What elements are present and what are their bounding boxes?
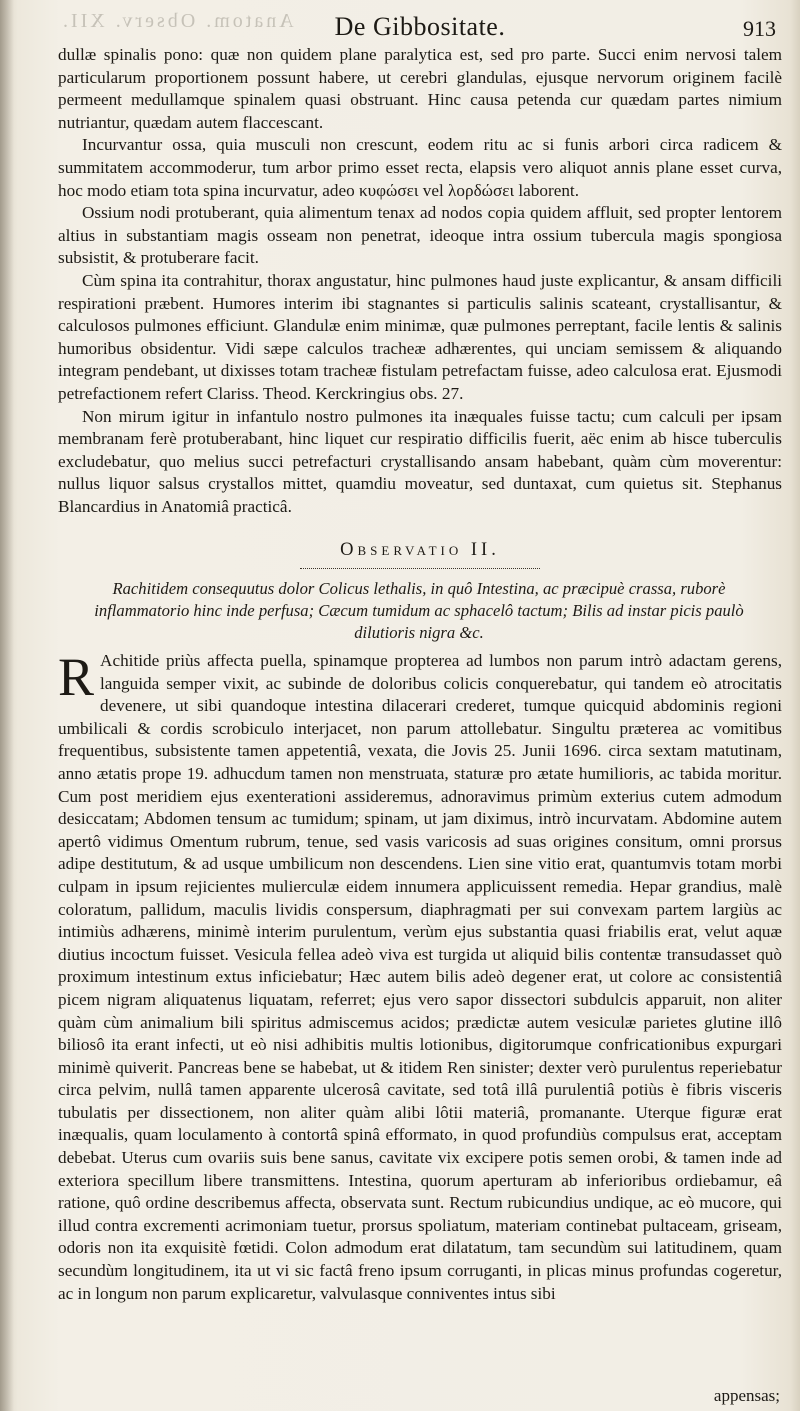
- observation-heading: Observatio II.: [340, 540, 500, 560]
- top-text-block: [58, 44, 782, 518]
- drop-cap: R: [58, 647, 95, 707]
- observation-summary: Rachitidem consequutus dolor Colicus lethalis, in quô Intestina, ac præcipuè crassa, ruborè inflammatorio hinc inde perfusa; Cæcum tumidum ac sphacelô tactum; Bilis ad instar picis paulò dilutioris nigra &c.: [94, 579, 744, 642]
- paragraph: Non mirum igitur in infantulo nostro pulmones ita inæquales fuisse tactu; cum calculi per ipsam membranam ferè protuberabant, hinc liquet cur respiratio difficilis fuerit, aëc enim ab hisce tuberculis excludebatur, quo melius succi petrefacturi crystallisando ansam habebant, quàm cùm moverentur: nullus liquor salsus crystallos mittet, quamdiu moveatur, sed duntaxat, cum quietus sit. Stephanus Blancardius in Anatomiâ practicâ.: [58, 406, 782, 516]
- bleed-through-text: Anatom. Observ. XII.: [60, 10, 294, 32]
- paragraph: dullæ spinalis pono: quæ non quidem plane paralytica est, sed pro parte. Succi enim nervosi talem particularum proportionem possunt habere, ut cerebri glandulas, ejusque nervorum originem facilè permeent medullamque spinalem quasi obstruant. Hinc causa petenda cur quædam partes nimium nutriantur, quædam autem flaccescant.: [58, 45, 782, 132]
- paragraph: Ossium nodi protuberant, quia alimentum tenax ad nodos copia quidem affluit, sed propter lentorem altius in substantiam magis osseam non penetrat, ideoque intra ossium tubercula magis spongiosa subsistit, & protuberare facit.: [58, 203, 782, 268]
- paragraph: Incurvantur ossa, quia musculi non crescunt, eodem ritu ac si funis arbori circa radicem & summitatem accommoderur, tum arbor primo esset recta, elapsis vero aliquot annis plane esset curva, hoc modo etiam tota spina incurvatur, adeo κυφώσει vel λορδώσει laborent.: [58, 135, 782, 200]
- paragraph: Cùm spina ita contrahitur, thorax angustatur, hinc pulmones haud juste explicantur, & ansam difficili respirationi præbent. Humores interim ibi stagnantes si particulis salinis scateant, crystallisantur, & calculosos pulmones efficiunt. Glandulæ enim minimæ, quæ pulmones perreptant, facile lentis & salinis humoribus obsidentur. Vidi sæpe calculos tracheæ adhærentes, qui unciam semissem & aliquando integram pendebant, ut dixisses totam tracheæ fistulam petrefactam fuisse, adeo calculosa erat. Ejusmodi petrefactionem refert Clariss. Theod. Kerckringius obs. 27.: [58, 270, 782, 403]
- observation-body: [58, 647, 782, 1305]
- page-number: 913: [743, 16, 776, 41]
- running-title: De Gibbositate.: [334, 12, 506, 41]
- heading-rule: [300, 568, 540, 570]
- paragraph: Achitide priùs affecta puella, spinamque propterea ad lumbos non parum intrò adactam gerens, languida semper vixit, ac subinde de doloribus colicis conquerebatur, qui tandem eò atrocitatis devenere, ut sibi quandoque intestina dilacerari crederet, tumque quicquid abdominis regioni umbilicali & cordis scrobiculo interjacet, non parum attollebatur. Singultu præterea ac vomitibus frequentibus, subsistente tamen appetentiâ, vexata, die Jovis 25. Junii 1696. circa sextam matutinam, anno ætatis prope 19. adhucdum tamen non menstruata, staturæ pro ætate humilioris, ac tabida moritur. Cum post meridiem ejus exenterationi assideremus, adnoravimus primùm exterius cutem admodum desiccatam; Abdomen tensum ac tumidum; spinam, ut jam diximus, intrò incurvatam. Abdomine autem apertô vidimus Omentum rubrum, tenue, sed vasis varicosis ad suas origines consitum, omni prorsus adipe destitutum, & ad usque umbilicum non descendens. Lien sine vitio erat, quantumvis totam morbi culpam in ipsum rejicientes mulierculæ eidem innumera applicuissent remedia. Hepar grandius, malè coloratum, pallidum, maculis lividis conspersum, diaphragmati per sui convexam partem largiùs ac intimiùs adhærens, minimè interim purulentum, verùm ejus substantia quasi friabilis erat, velut aquæ diutius incoctum fuisset. Vesicula fellea adeò viva est turgida ut aliquid bilis contentæ transudasset quò proximum intestinum extus inficiebatur; Hæc autem bilis adeò degener erat, ut colore ac consistentiâ picem nigram aliquatenus liquatam, referret; ejus vero sapor dissectori subdulcis apparuit, non aliter quàm cùm animalium bili spiritus admiscemus acidos; prædictæ autem vesiculæ parietes glutine illô biliosô ita erant infecti, ut eò nisi adhibitis multis lotionibus, digitorumque confricationibus expurgari minimè quiverit. Pancreas bene se habebat, ut & itidem Ren sinister; dexter verò purulentus reperiebatur circa pelvim, nullâ tamen apparente ulcerosâ cavitate, sed totâ illâ purulentiâ potiùs è fibris visceris tubulatis per dissectionem, non aliter quàm alibi lôtii materiâ, promanante. Uterque figuræ erat inæqualis, quam loculamento à contortâ spinâ efformato, in quod profundiùs compulsus erat, acceptam debebat. Uterus cum ovariis suis bene sanus, cavitate vix excipere potis semen orobi, & tamen inde ad exteriora specillum libere transmittens. Intestina, quorum aperturam ab inferioribus ordiebamur, eâ ratione, quô ordine describemus affecta, observata sunt. Rectum rubicundius undique, ac eò mucore, qui illud contra excrementi acrimoniam tuetur, prorsus spoliatum, materiam continebat pultaceam, griseam, odoris non ita exquisitè fœtidi. Colon admodum erat dilatatum, tam secundùm sui latitudinem, quam secundùm longitudinem, ita ut vi sic factâ freno ipsum corruganti, in plicas minus profundas cogeretur, ac in longum non parum explicaretur, valvulasque conniventes intus sibi: [58, 651, 782, 1303]
- page-header: [60, 6, 780, 46]
- binding-shadow: [0, 0, 14, 1411]
- catchword: appensas;: [713, 1386, 780, 1405]
